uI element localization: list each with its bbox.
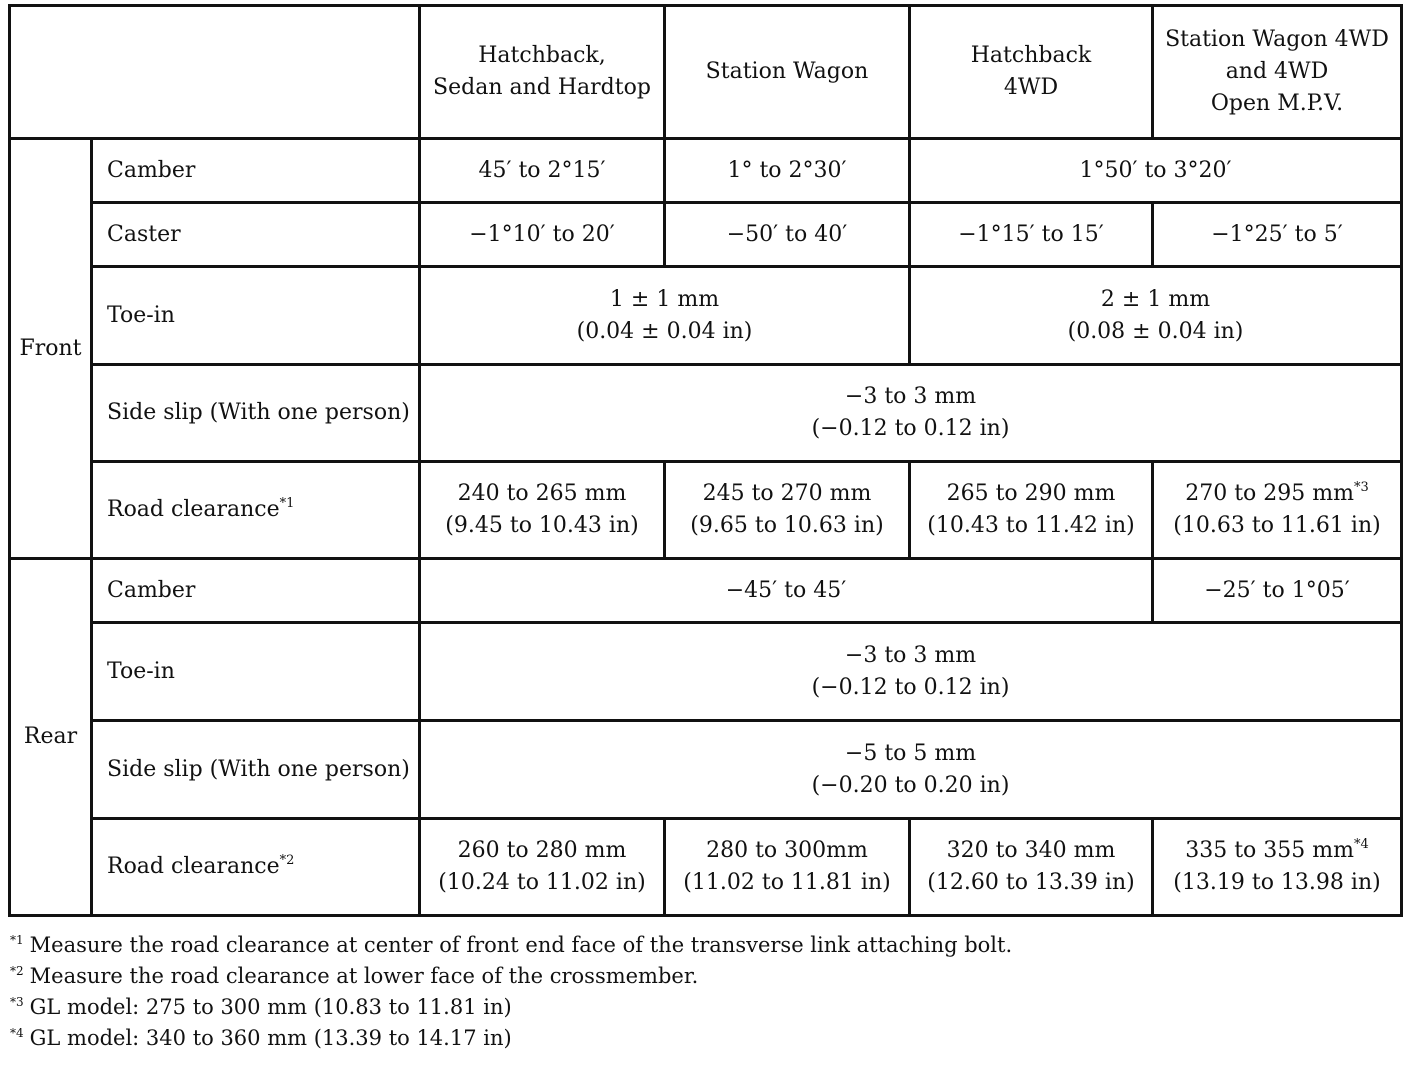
table-cell: 270 to 295 $mm^{*3}$ (10.63 to 11.61 in) [1153, 462, 1402, 559]
rear-road-clearance-row [10, 819, 1402, 916]
row-label-rear-road-clearance: Road clearance$^{*2}$ [92, 819, 420, 916]
row-label-front-camber: Camber [92, 139, 420, 203]
front-group-label: Front [10, 139, 92, 559]
table-cell: −1°10′ to 20′ [420, 203, 665, 267]
table-cell: 245 to 270 mm (9.65 to 10.63 in) [665, 462, 910, 559]
front-side-slip-row [10, 365, 1402, 462]
front-road-clearance-row [10, 462, 1402, 559]
footnote-4: $^{*4}$ GL model: 340 to 360 mm (13.39 to 14.17 in) [10, 1026, 512, 1050]
table-cell: 260 to 280 mm (10.24 to 11.02 in) [420, 819, 665, 916]
footnote-mark: *4 [1354, 837, 1369, 852]
header-row [10, 6, 1402, 139]
table-cell: 320 to 340 mm (12.60 to 13.39 in) [910, 819, 1153, 916]
table-cell: 2 ± 1 mm (0.08 ± 0.04 in) [910, 267, 1402, 365]
footnote-3: $^{*3}$ GL model: 275 to 300 mm (10.83 to 11.81 in) [10, 995, 512, 1019]
footnote-mark: *3 [1354, 480, 1369, 495]
footnotes [10, 930, 1012, 1054]
header-station-wagon-4wd: Station Wagon 4WD and 4WD Open M.P.V. [1153, 6, 1402, 139]
rear-toe-in-row [10, 623, 1402, 721]
table-cell: −5 to 5 mm (−0.20 to 0.20 in) [420, 721, 1402, 819]
row-label-front-road-clearance: Road clearance$^{*1}$ [92, 462, 420, 559]
row-label-front-caster: Caster [92, 203, 420, 267]
table-cell: −1°25′ to 5′ [1153, 203, 1402, 267]
table-cell: −1°15′ to 15′ [910, 203, 1153, 267]
header-blank-cell [10, 6, 420, 139]
rear-camber-row [10, 559, 1402, 623]
table-cell: −45′ to 45′ [420, 559, 1153, 623]
footnote-2: $^{*2}$ Measure the road clearance at lower face of the crossmember. [10, 964, 699, 988]
table-cell: 1° to 2°30′ [665, 139, 910, 203]
front-toe-in-row [10, 267, 1402, 365]
row-label-rear-camber: Camber [92, 559, 420, 623]
header-hatchback-4wd: Hatchback 4WD [910, 6, 1153, 139]
header-hatchback-sedan-hardtop: Hatchback, Sedan and Hardtop [420, 6, 665, 139]
footnote-mark: *1 [279, 496, 295, 511]
table-cell: 280 to 300mm (11.02 to 11.81 in) [665, 819, 910, 916]
rear-group-label: Rear [10, 559, 92, 916]
table-cell: −25′ to 1°05′ [1153, 559, 1402, 623]
footnote-mark: *2 [279, 853, 295, 868]
header-station-wagon: Station Wagon [665, 6, 910, 139]
table-cell: 1 ± 1 mm (0.04 ± 0.04 in) [420, 267, 910, 365]
front-caster-row [10, 203, 1402, 267]
table-cell: −50′ to 40′ [665, 203, 910, 267]
footnote-1: $^{*1}$ Measure the road clearance at center of front end face of the transverse link attaching bolt. [10, 933, 1013, 957]
row-label-rear-side-slip: Side slip (With one person) [92, 721, 420, 819]
alignment-spec-table [8, 4, 1403, 917]
table-cell: 240 to 265 mm (9.45 to 10.43 in) [420, 462, 665, 559]
row-label-front-side-slip: Side slip (With one person) [92, 365, 420, 462]
table-cell: −3 to 3 mm (−0.12 to 0.12 in) [420, 623, 1402, 721]
row-label-front-toe-in: Toe-in [92, 267, 420, 365]
rear-side-slip-row [10, 721, 1402, 819]
table-cell: 265 to 290 mm (10.43 to 11.42 in) [910, 462, 1153, 559]
table-cell: −3 to 3 mm (−0.12 to 0.12 in) [420, 365, 1402, 462]
table-cell: 45′ to 2°15′ [420, 139, 665, 203]
table-cell: 335 to 355 $mm^{*4}$ (13.19 to 13.98 in) [1153, 819, 1402, 916]
front-camber-row [10, 139, 1402, 203]
row-label-rear-toe-in: Toe-in [92, 623, 420, 721]
table-cell: 1°50′ to 3°20′ [910, 139, 1402, 203]
